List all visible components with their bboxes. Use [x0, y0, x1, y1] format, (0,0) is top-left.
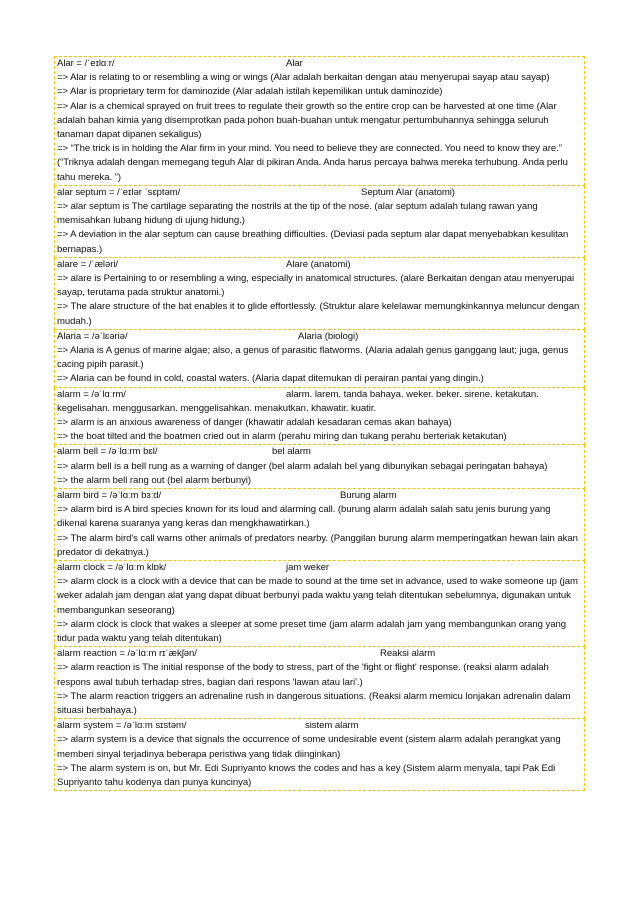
definition-line: => alarm is an anxious awareness of danger (khawatir adalah kesadaran cemas akan bahaya) — [57, 417, 452, 428]
example-line: => The alarm bird's call warns other animals of predators nearby. (Panggilan burung alarm memperingatkan hewan lain akan predator di dekatnya.) — [57, 532, 578, 558]
headword-pronunciation: alarm = /əˈlɑːrm/ — [57, 388, 126, 400]
entry-header — [57, 561, 582, 575]
translation: Reaksi alarm — [380, 648, 436, 660]
headword-pronunciation: alare = /ˈæləri/ — [57, 258, 119, 270]
headword-pronunciation: alarm reaction = /əˈlɑːm rɪˈækʃən/ — [57, 648, 197, 660]
dictionary-page — [54, 56, 585, 791]
translation: Alaria (biologi) — [298, 330, 359, 342]
headword-pronunciation: alar septum = /ˈeɪlər ˈsɛptəm/ — [57, 186, 181, 198]
definition-line: => alare is Pertaining to or resembling a wing, especially in anatomical structures. (alare Berkaitan dengan atau menyerupai sayap, terutama pada struktur anatomi.) — [57, 273, 575, 299]
definition-line: => Alar is proprietary term for daminozide (Alar adalah istilah kepemilikan untuk daminozide) — [57, 86, 443, 98]
example-line: => A deviation in the alar septum can cause breathing difficulties. (Deviasi pada septum alar dapat menyebabkan kesulitan bernapas.) — [57, 229, 569, 255]
translation: alarm. larem. tanda bahaya. weker. beker. sirene. ketakutan. — [286, 388, 539, 400]
translation-continued: kegelisahan. menggusarkan. menggelisahkan. menakutkan. khawatir. kuatir. — [57, 402, 377, 414]
definition-line: => alar septum is The cartilage separating the nostrils at the tip of the nose. (alar septum adalah tulang rawan yang memisahkan lubang hidung di ujung hidung.) — [57, 201, 538, 227]
translation: Alare (anatomi) — [286, 258, 351, 270]
headword-pronunciation: alarm bell = /əˈlɑːrm bɛl/ — [57, 446, 158, 458]
definition-line: => alarm bird is A bird species known for its loud and alarming call. (burung alarm adalah salah satu jenis burung yang dikenal karena suaranya yang keras dan mengkhawatirkan.) — [57, 504, 551, 530]
entry-alarm-system — [54, 719, 585, 791]
headword-pronunciation: Alaria = /əˈlɛəriə/ — [57, 330, 128, 342]
entry-header — [57, 258, 582, 272]
entry-alar — [54, 56, 585, 186]
definition-line: => Alaria is A genus of marine algae; also, a genus of parasitic flatworms. (Alaria adalah genus ganggang laut; juga, genus cacing pipih parasit.) — [57, 345, 569, 371]
translation: jam weker — [286, 562, 330, 573]
entry-alarm — [54, 388, 585, 446]
example-line: => The alarm reaction triggers an adrenaline rush in dangerous situations. (Reaksi alarm memicu lonjakan adrenalin dalam situasi berbahaya.) — [57, 690, 571, 716]
definition-line: => alarm reaction is The initial response of the body to stress, part of the 'fight or flight' response. (reaksi alarm adalah respons awal tubuh terhadap stres, bagian dari respons 'lawan atau lari'.) — [57, 662, 549, 688]
entry-alarm-bird — [54, 489, 585, 561]
headword-pronunciation: Alar = /ˈeɪlɑːr/ — [57, 58, 115, 69]
entry-alaria — [54, 330, 585, 388]
entry-header — [57, 57, 582, 71]
translation: sistem alarm — [305, 720, 359, 732]
definition-line: => alarm system is a device that signals the occurrence of some undesirable event (sistem alarm adalah perangkat yang memberi sinyal terjadinya beberapa peristiwa yang tidak diinginkan) — [57, 734, 561, 760]
definition-line: => alarm clock is a clock with a device that can be made to sound at the time set in advance, used to wake someone up (jam weker adalah jam dengan alat yang dapat dibuat berbunyi pada waktu yang telah ditentukan sebelumnya, digunakan untuk membangunkan seseorang) — [57, 576, 578, 616]
entry-header — [57, 186, 582, 200]
example-line: => The alare structure of the bat enables it to glide effortlessly. (Struktur alare kelelawar memungkinkannya meluncur dengan mudah.) — [57, 301, 580, 327]
entry-header — [57, 388, 582, 402]
entry-header — [57, 719, 582, 733]
example-line: => the boat tilted and the boatmen cried out in alarm (perahu miring dan tukang perahu berteriak ketakutan) — [57, 431, 507, 443]
entry-header — [57, 330, 582, 344]
example-line: => “The trick is in holding the Alar firm in your mind. You need to believe they are connected. You need to know they are.” (“Triknya adalah dengan memegang teguh Alar di pikiran Anda. Anda harus percaya bahwa mereka terhubung. Anda perlu tahu mereka. ”) — [57, 143, 568, 183]
example-line: => The alarm system is on, but Mr. Edi Supriyanto knows the codes and has a key (Sistem alarm menyala, tapi Pak Edi Supriyanto tahu kodenya dan punya kuncinya) — [57, 762, 556, 788]
example-line: => Alaria can be found in cold, coastal waters. (Alaria dapat ditemukan di perairan pantai yang dingin.) — [57, 373, 484, 385]
translation: Burung alarm — [340, 490, 397, 501]
headword-pronunciation: alarm clock = /əˈlɑːm klɒk/ — [57, 562, 167, 573]
translation: Alar — [286, 58, 303, 69]
entry-header — [57, 489, 582, 503]
entry-alarm-bell — [54, 445, 585, 489]
definition-line: => alarm bell is a bell rung as a warning of danger (bel alarm adalah bel yang dibunyikan sebagai peringatan bahaya) — [57, 460, 548, 472]
example-line: => the alarm bell rang out (bel alarm berbunyi) — [57, 474, 251, 486]
translation: Septum Alar (anatomi) — [361, 186, 455, 198]
definition-line: => alarm clock is clock that wakes a sleeper at some preset time (jam alarm adalah jam yang membangunkan orang yang tidur pada waktu yang telah ditentukan) — [57, 618, 566, 644]
entry-header — [57, 445, 582, 459]
entry-alarm-reaction — [54, 647, 585, 719]
headword-pronunciation: alarm system = /əˈlɑːm sɪstəm/ — [57, 720, 187, 732]
headword-pronunciation: alarm bird = /əˈlɑːm bɜːd/ — [57, 490, 162, 501]
definition-line: => Alar is relating to or resembling a wing or wings (Alar adalah berkaitan dengan atau menyerupai sayap atau sayap) — [57, 72, 550, 84]
entry-alarm-clock — [54, 561, 585, 647]
entry-alar-septum — [54, 186, 585, 258]
definition-line: => Alar is a chemical sprayed on fruit trees to regulate their growth so the entire crop can be harvested at one time (Alar adalah bahan kimia yang disemprotkan pada pohon buah-buahan untuk mengatur pertumbuhannya sehingga seluruh tanaman dapat dipanen sekaligus) — [57, 100, 557, 140]
translation: bel alarm — [272, 446, 311, 458]
entry-alare — [54, 258, 585, 330]
entry-header — [57, 647, 582, 661]
